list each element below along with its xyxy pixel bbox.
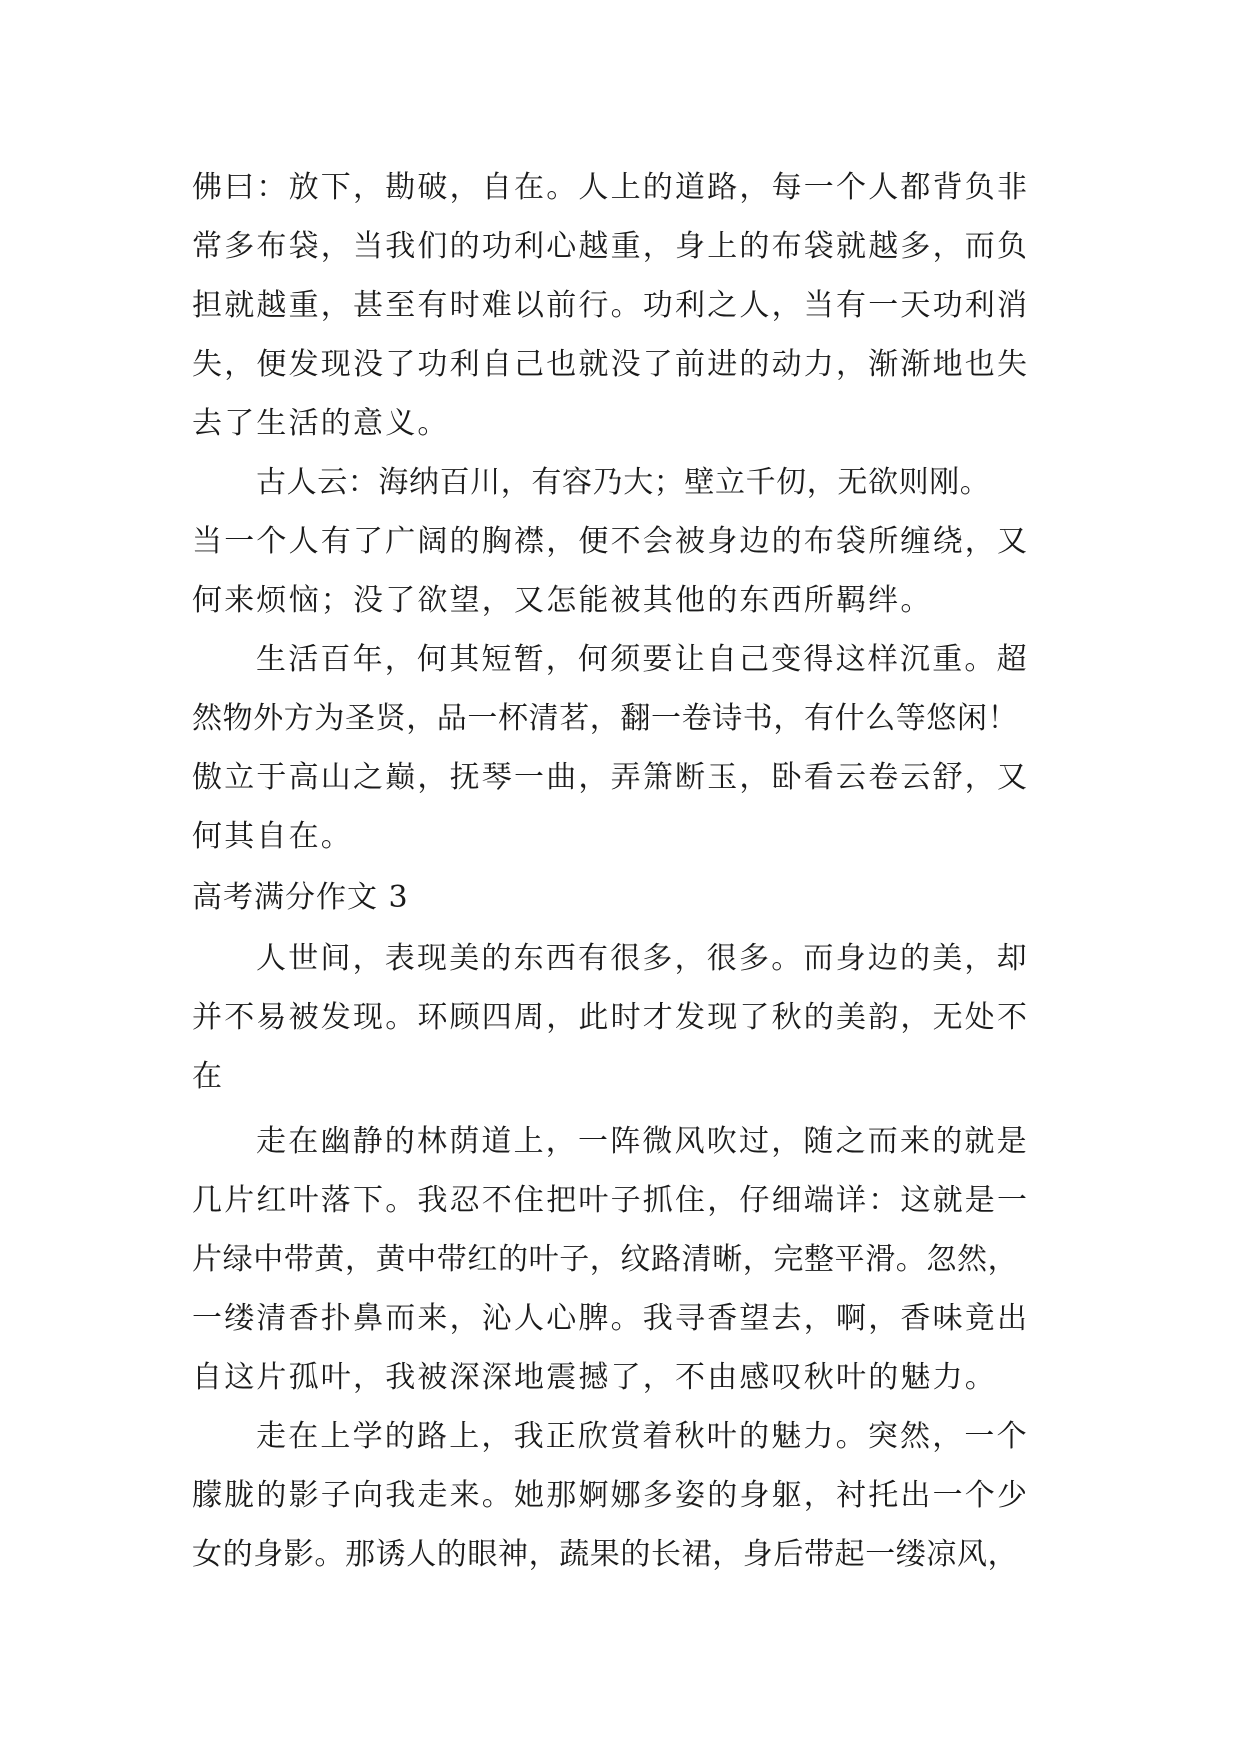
text-line: 佛曰：放下，勘破，自在。人上的道路，每一个人都背负非 xyxy=(192,170,1030,205)
paragraph-ancients-say xyxy=(192,453,1060,630)
text-line: 担就越重，甚至有时难以前行。功利之人，当有一天功利消 xyxy=(192,288,1030,323)
text-line: 自这片孤叶，我被深深地震撼了，不由感叹秋叶的魅力。 xyxy=(192,1360,997,1395)
text-line: 朦胧的影子向我走来。她那婀娜多姿的身躯，衬托出一个少 xyxy=(192,1478,1030,1513)
text-line: 生活百年，何其短暂，何须要让自己变得这样沉重。超 xyxy=(256,642,1029,677)
text-line: 一缕清香扑鼻而来，沁人心脾。我寻香望去，啊，香味竟出 xyxy=(192,1301,1030,1336)
text-line: 走在幽静的林荫道上，一阵微风吹过，随之而来的就是 xyxy=(256,1124,1029,1159)
document-body xyxy=(192,158,1060,1584)
paragraph-school-road xyxy=(192,1407,1060,1584)
text-line: 然物外方为圣贤，品一杯清茗，翻一卷诗书，有什么等悠闲！ xyxy=(192,701,1019,736)
section-heading: 高考满分作文 3 xyxy=(192,880,409,915)
text-line: 古人云：海纳百川，有容乃大；壁立千仞，无欲则刚。 xyxy=(256,465,991,500)
text-line: 并不易被发现。环顾四周，此时才发现了秋的美韵，无处不 xyxy=(192,1000,1030,1035)
text-line: 在 xyxy=(192,1059,225,1094)
text-line: 常多布袋，当我们的功利心越重，身上的布袋就越多，而负 xyxy=(192,229,1030,264)
text-line: 失，便发现没了功利自己也就没了前进的动力，渐渐地也失 xyxy=(192,347,1030,382)
paragraph-life-century xyxy=(192,630,1060,866)
text-line: 几片红叶落下。我忍不住把叶子抓住，仔细端详：这就是一 xyxy=(192,1183,1030,1218)
text-line: 女的身影。那诱人的眼神，蔬果的长裙，身后带起一缕凉风， xyxy=(192,1537,1019,1572)
paragraph-let-go xyxy=(192,158,1060,453)
text-line: 人世间，表现美的东西有很多，很多。而身边的美，却 xyxy=(256,941,1029,976)
text-line: 走在上学的路上，我正欣赏着秋叶的魅力。突然，一个 xyxy=(256,1419,1029,1454)
text-line: 何其自在。 xyxy=(192,819,353,854)
text-line: 何来烦恼；没了欲望，又怎能被其他的东西所羁绊。 xyxy=(192,583,933,618)
text-line: 片绿中带黄，黄中带红的叶子，纹路清晰，完整平滑。忽然， xyxy=(192,1242,1019,1277)
text-line: 当一个人有了广阔的胸襟，便不会被身边的布袋所缠绕，又 xyxy=(192,524,1030,559)
paragraph-beauty-around xyxy=(192,929,1060,1106)
text-line: 去了生活的意义。 xyxy=(192,406,450,441)
paragraph-forest-path xyxy=(192,1112,1060,1407)
text-line: 傲立于高山之巅，抚琴一曲，弄箫断玉，卧看云卷云舒，又 xyxy=(192,760,1030,795)
